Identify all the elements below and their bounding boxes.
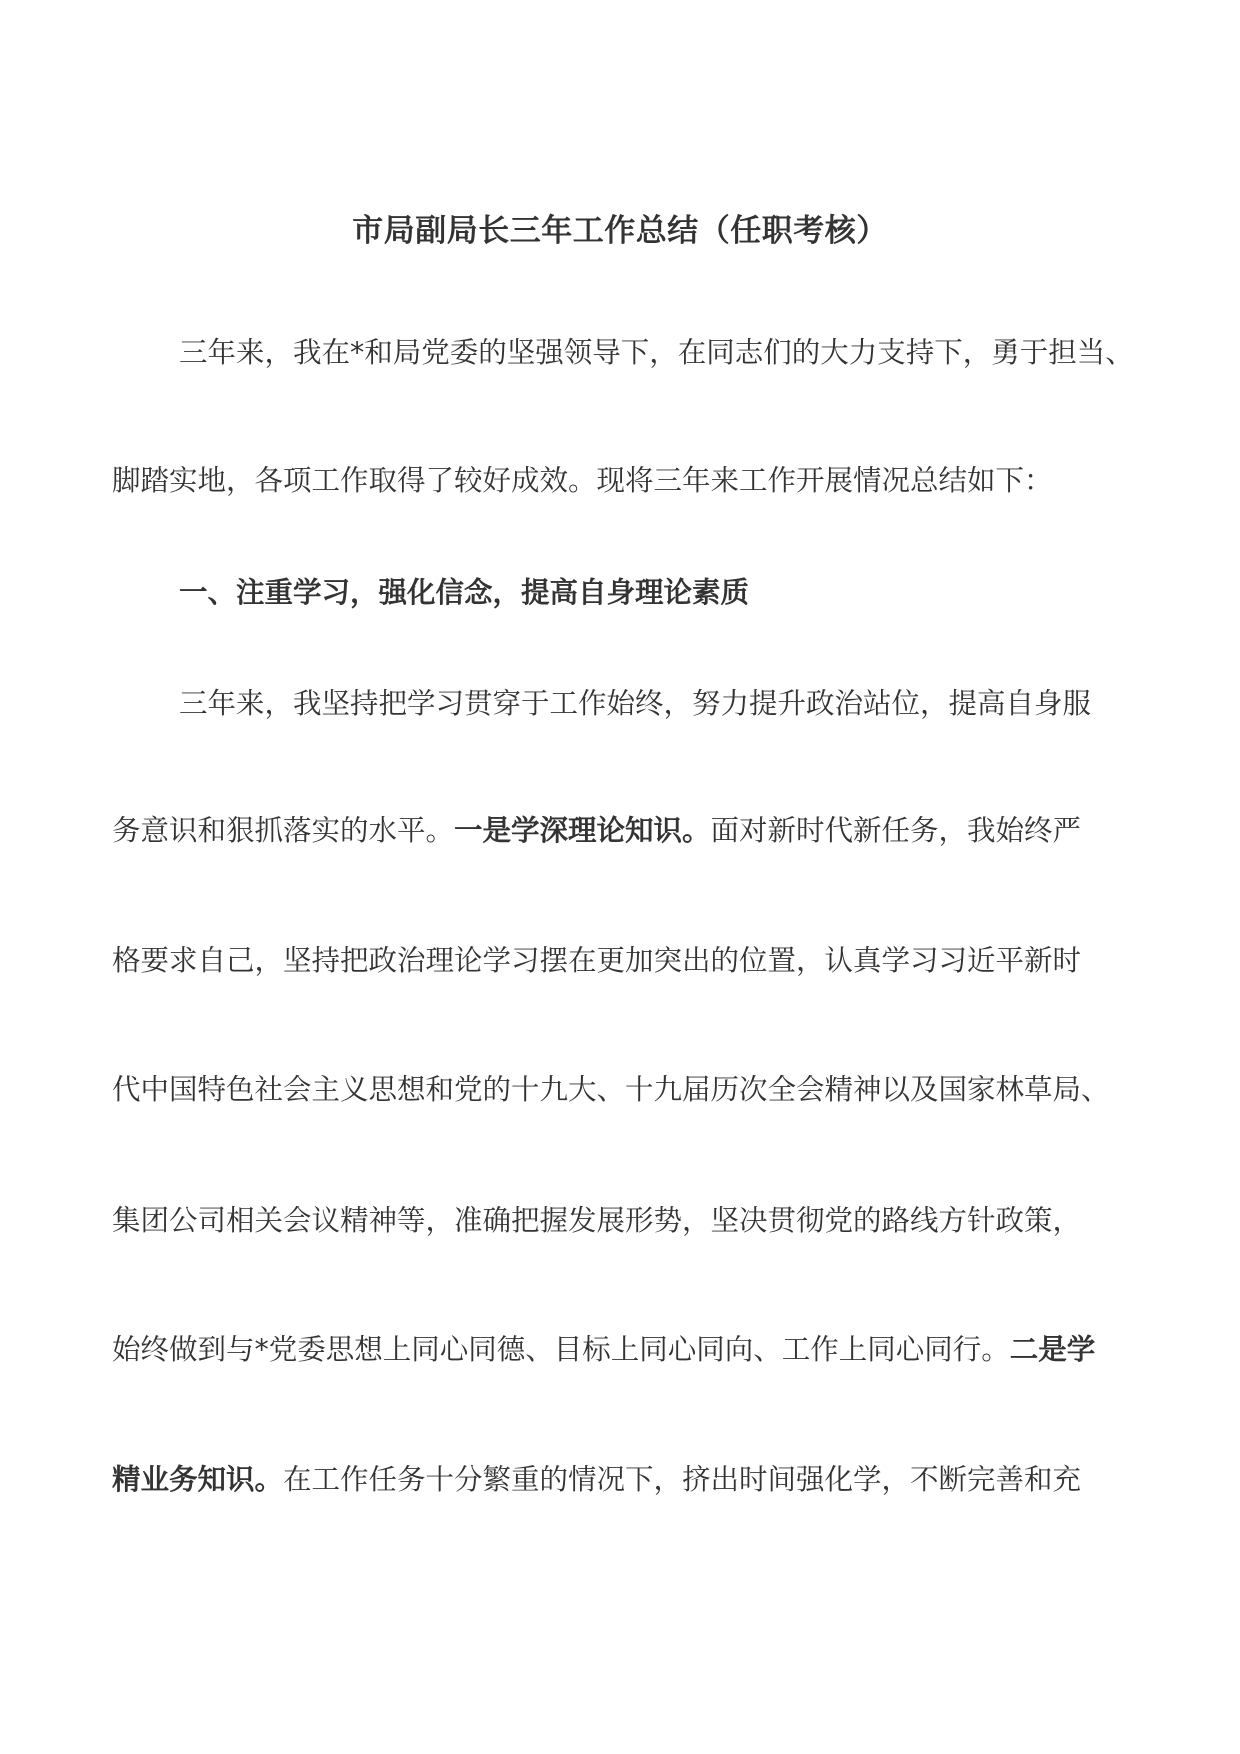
bold-text-run: 一是学深理论知识。 xyxy=(454,814,711,847)
document-title: 市局副局长三年工作总结（任职考核） xyxy=(352,213,888,249)
paragraph-line: 代中国特色社会主义思想和党的十九大、十九届历次全会精神以及国家林草局、 xyxy=(112,1073,1110,1106)
intro-line-2: 脚踏实地，各项工作取得了较好成效。现将三年来工作开展情况总结如下： xyxy=(112,464,1053,497)
text-run: 面对新时代新任务，我始终严 xyxy=(710,814,1082,847)
bold-text-run: 二是学 xyxy=(1009,1333,1096,1366)
paragraph-line xyxy=(112,1460,1081,1500)
paragraph-line: 三年来，我坚持把学习贯穿于工作始终，努力提升政治站位，提高自身服 xyxy=(179,687,1092,720)
section-heading-1: 一、注重学习，强化信念，提高自身理论素质 xyxy=(179,576,750,609)
text-run: 务意识和狠抓落实的水平。 xyxy=(112,814,455,847)
paragraph-line xyxy=(112,1330,1095,1370)
bold-text-run: 精业务知识。 xyxy=(112,1463,284,1496)
paragraph-line xyxy=(112,811,1081,851)
paragraph-line: 格要求自己，坚持把政治理论学习摆在更加突出的位置，认真学习习近平新时 xyxy=(112,944,1082,977)
text-run: 始终做到与*党委思想上同心同德、目标上同心同向、工作上同心同行。 xyxy=(112,1333,1010,1366)
paragraph-line: 集团公司相关会议精神等，准确把握发展形势，坚决贯彻党的路线方针政策， xyxy=(112,1204,1082,1237)
intro-line-1: 三年来，我在*和局党委的坚强领导下，在同志们的大力支持下，勇于担当、 xyxy=(179,336,1134,369)
text-run: 在工作任务十分繁重的情况下，挤出时间强化学，不断完善和充 xyxy=(283,1463,1082,1496)
